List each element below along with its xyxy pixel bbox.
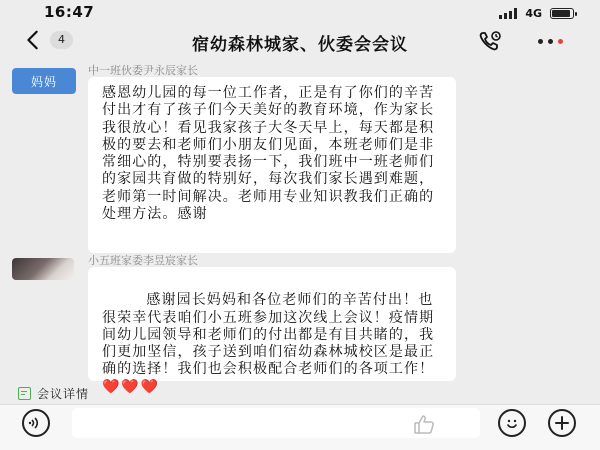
plus-button[interactable]	[548, 409, 576, 437]
nav-bar	[0, 24, 600, 56]
unread-badge: 4	[50, 31, 73, 49]
phone-call-icon[interactable]	[478, 30, 502, 52]
meeting-label: 会议详情	[37, 386, 90, 401]
message-text: 感谢园长妈妈和各位老师们的辛苦付出！也很荣幸代表咱们小五班参加这次线上会议！疫情期间幼儿园领导和老师们的付出都是有目共睹的，我们更加坚信，孩子送到咱们宿幼森林城校区是最正确的选择！我们也会积极配合老师们的各项工作！	[102, 292, 435, 378]
more-dots-icon[interactable]	[538, 34, 568, 48]
emoji-button[interactable]	[498, 409, 526, 437]
dot	[548, 39, 553, 44]
status-bar	[0, 0, 600, 24]
network-label: 4G	[525, 6, 542, 20]
plus-icon	[554, 415, 570, 431]
status-time: 16:47	[44, 3, 95, 21]
meeting-doc-icon	[18, 387, 31, 400]
signal-icon	[499, 8, 517, 19]
thumbs-up-icon[interactable]	[412, 413, 436, 435]
avatar[interactable]	[12, 68, 76, 94]
chevron-left-icon	[22, 29, 44, 51]
sender-name: 小五班家委李昱宸家长	[88, 254, 198, 267]
notification-dot	[558, 39, 563, 44]
message-bubble[interactable]: 感恩幼儿园的每一位工作者，正是有了你们的辛苦付出才有了孩子们今天美好的教育环境，作为家长我很放心！看见我家孩子大冬天早上，每天都是积极的要去和老师们小朋友们见面，本班老师们是非常细心的，特别要表扬一下，我们班中一班老师们的家园共育做的特别好，每次我们家长遇到难题，老师第一时间解决。老师用专业知识教我们正确的处理方法。感谢	[88, 77, 456, 253]
voice-icon	[28, 415, 44, 431]
meeting-details-link[interactable]	[12, 384, 97, 402]
back-button[interactable]	[22, 26, 73, 54]
battery-level	[552, 10, 570, 17]
avatar[interactable]	[12, 258, 74, 280]
battery-icon	[550, 8, 574, 19]
status-indicators	[499, 6, 574, 20]
emoji-icon	[503, 414, 521, 432]
dot	[538, 39, 543, 44]
chat-title: 宿幼森林城家、伙委会会议	[192, 35, 408, 55]
avatar-label: 妈妈	[30, 74, 57, 89]
voice-button[interactable]	[22, 409, 50, 437]
message-bubble[interactable]	[88, 267, 456, 395]
hearts-emoji: ❤️❤️❤️	[102, 378, 161, 395]
sender-name: 中一班伙委尹永辰家长	[88, 64, 198, 77]
input-bar	[0, 404, 600, 450]
